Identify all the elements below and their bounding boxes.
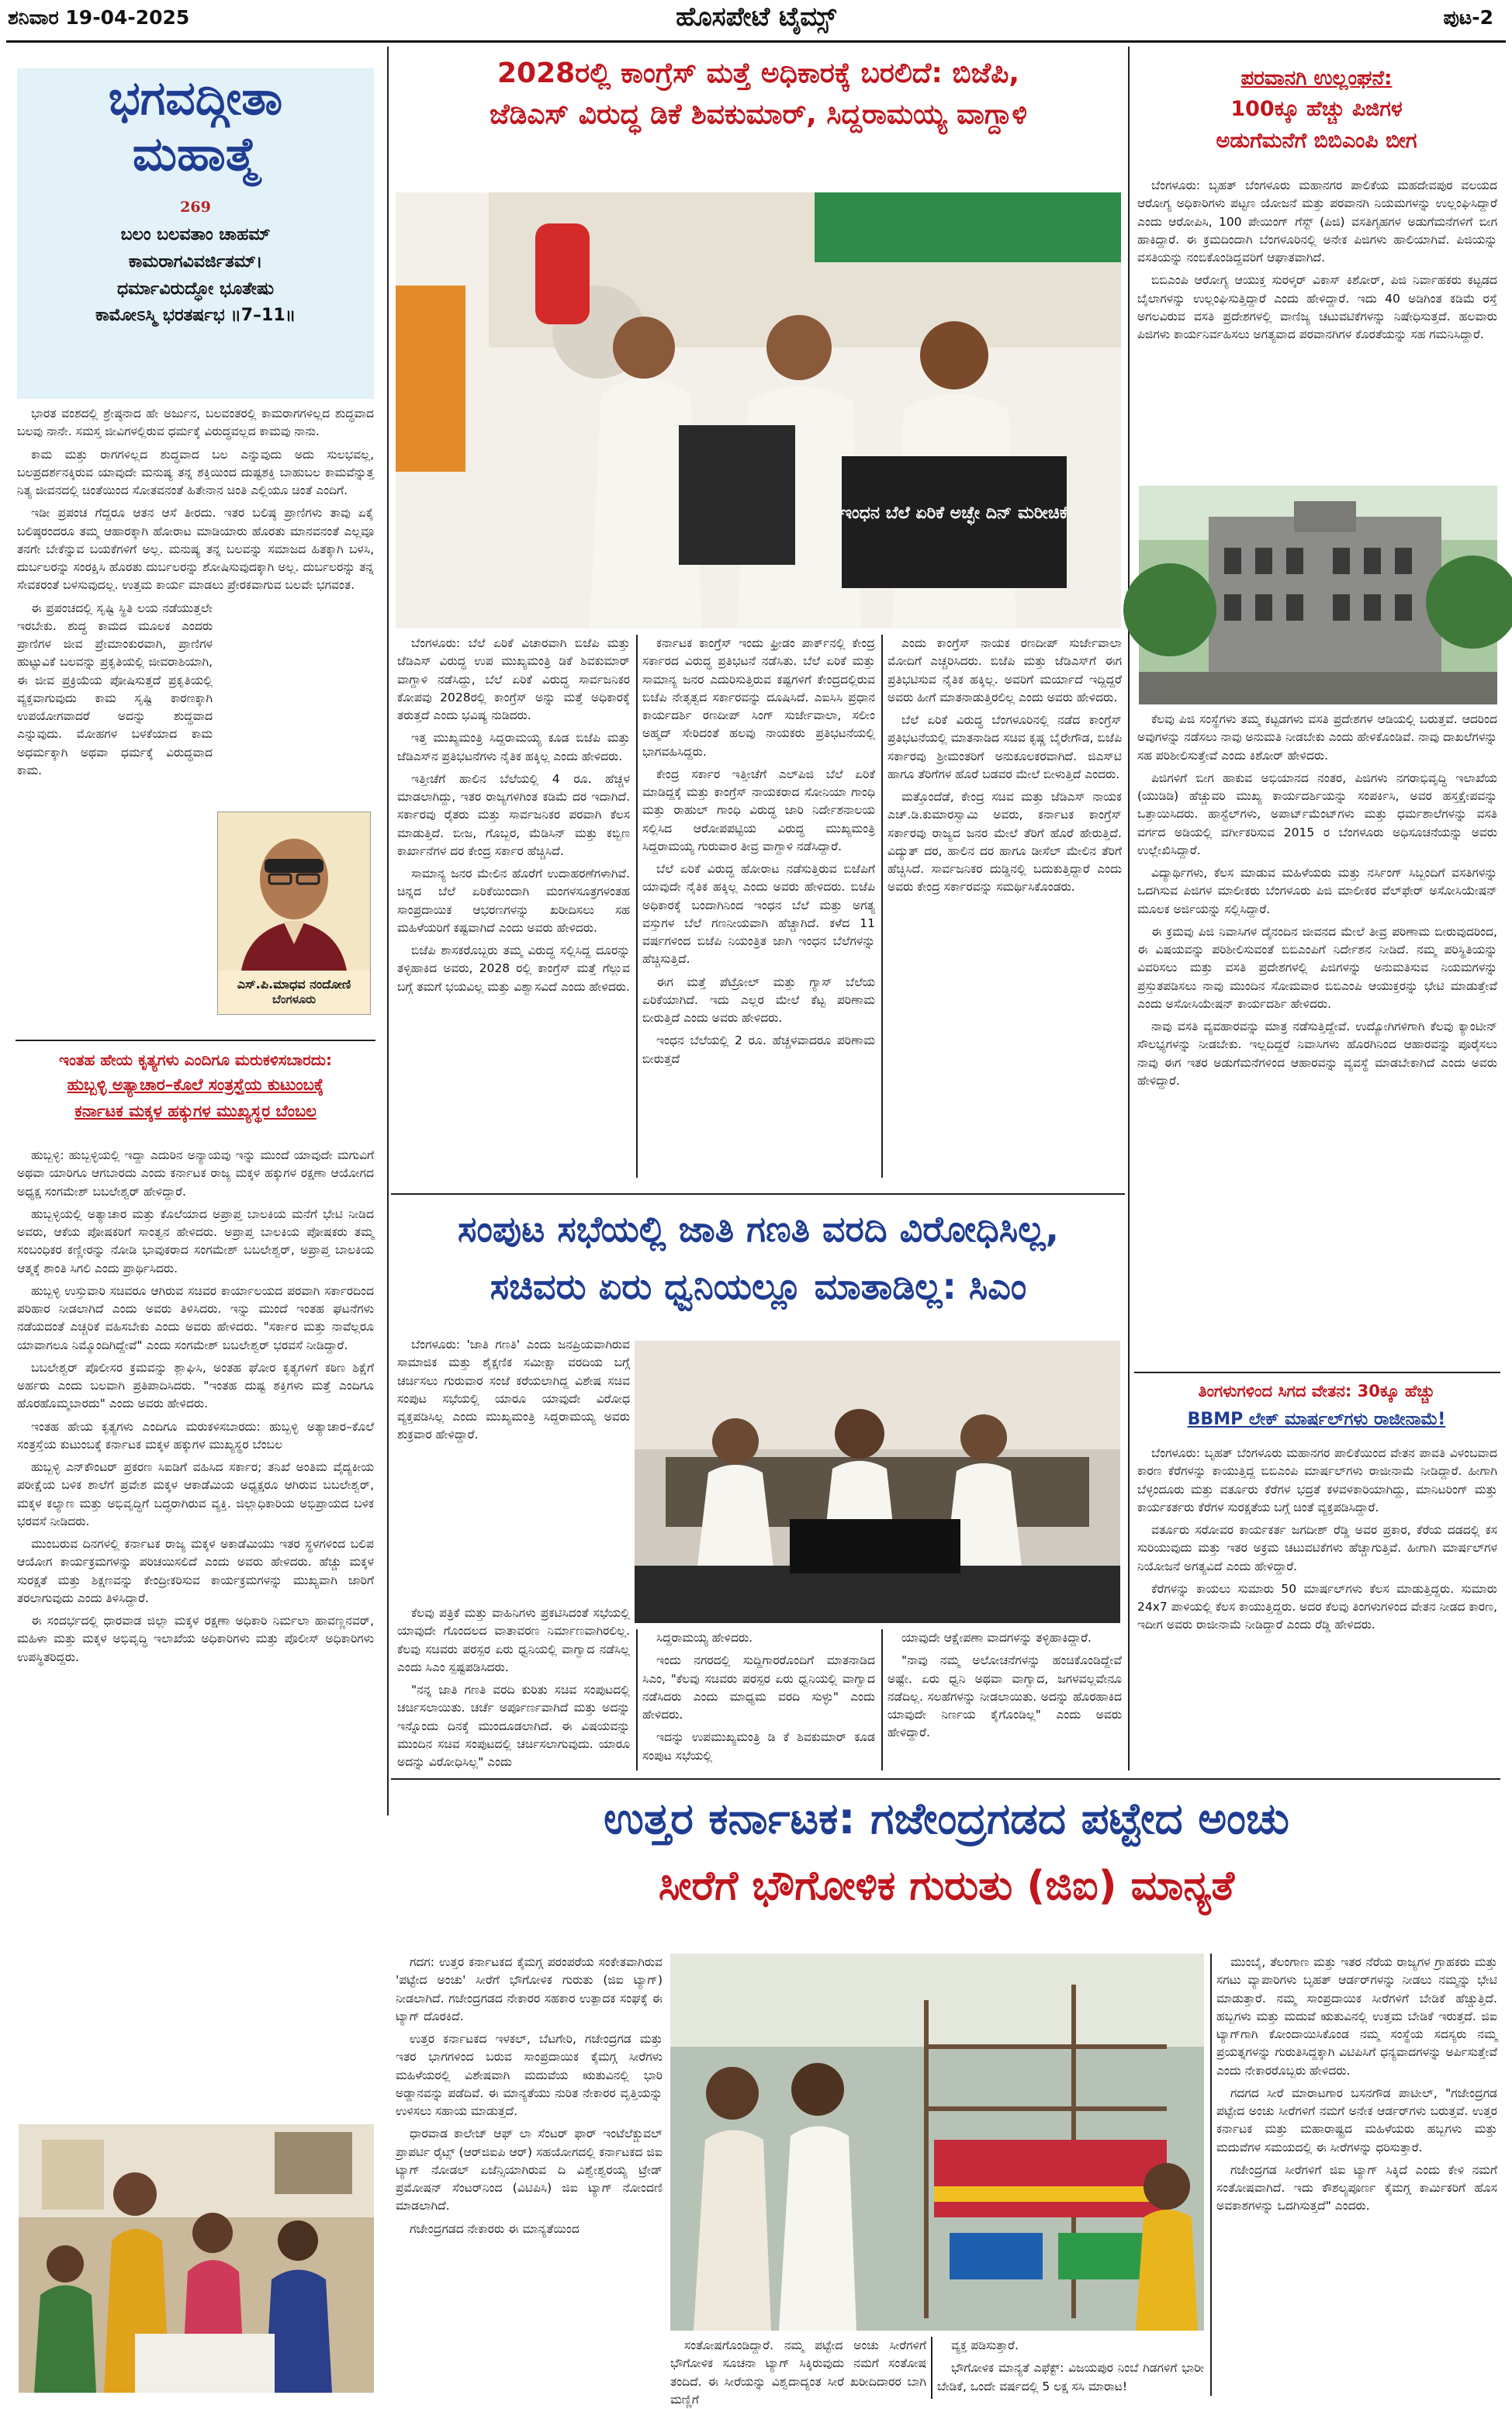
paragraph: ಹುಬ್ಬಳ್ಳಿ ಉಸ್ತುವಾರಿ ಸಚಿವರೂ ಆಗಿರುವ ಸಚಿವರ ಕಾರ್ಯಾಲಯದ ಪರವಾಗಿ ಸರ್ಕಾರದಿಂದ ಪರಿಹಾರ ನೀಡಲಾಗಿದೆ ಎಂದು ಅವರು ತಿಳಿಸಿದರು. ಇನ್ನು ಮುಂದೆ ಇಂತಹ ಘಟನೆಗಳು ನಡೆಯದಂತೆ ಎಚ್ಚರಿಕೆ ವಹಿಸಬೇಕು ಎಂದು ಅವರು ಹೇಳಿದರು. "ಸರ್ಕಾರ ಮತ್ತು ನಾವೆಲ್ಲರೂ ಯಾವಾಗಲೂ ನಿಮ್ಮೊಂದಿಗಿದ್ದೇವೆ" ಎಂದು ಸಂಗಮೇಶ್ ಬಬಲೇಶ್ವರ್ ಭರವಸೆ ನೀಡಿದ್ದಾರೆ.	[17, 1283, 374, 1352]
gita-box	[17, 68, 374, 399]
paragraph: ಕೆಲವು ಪಿಜಿ ಸಂಸ್ಥೆಗಳು ತಮ್ಮ ಕಟ್ಟಡಗಳು ವಸತಿ ಪ್ರದೇಶಗಳ ಆಡಿಯಲ್ಲಿ ಬರುತ್ತವೆ. ಆದರಿಂದ ಅವುಗಳನ್ನು ನಡೆಸಲು ನಾವು ಅನುಮತಿ ನೀಡಬೇಕು ಎಂದು ಹೇಳಿಕೊಂಡಿವೆ. ನಾವು ದಾಖಲೆಗಳನ್ನು ಸಹ ಪರಿಶೀಲಿಸುತ್ತೇವೆ ಎಂದು ಕಿಶೋರ್ ಹೇಳಿದರು.	[1137, 712, 1497, 763]
paragraph: ಕೆಲವು ಪತ್ರಿಕೆ ಮತ್ತು ವಾಹಿನಿಗಳು ಪ್ರಕಟಿಸಿದಂತೆ ಸಭೆಯಲ್ಲಿ ಯಾವುದೇ ಗೊಂದಲದ ವಾತಾವರಣ ನಿರ್ಮಾಣವಾಗಿರಲಿಲ್ಲ. ಕೆಲವು ಸಚಿವರು ಪರಸ್ಪರ ಏರು ಧ್ವನಿಯಲ್ಲಿ ವಾಗ್ವಾದ ನಡೆಸಿಲ್ಲ ಎಂದು ಸಿಎಂ ಸ್ಪಷ್ಟಪಡಿಸಿದರು.	[397, 1606, 630, 1674]
page-number: ಪುಟ-2	[1443, 6, 1493, 29]
child-story-headline	[16, 1047, 375, 1156]
paragraph: ಗದಗ: ಉತ್ತರ ಕರ್ನಾಟಕದ ಕೈಮಗ್ಗ ಪರಂಪರೆಯ ಸಂಕೇತವಾಗಿರುವ 'ಪಟ್ಟೇದ ಅಂಚು' ಸೀರೆಗೆ ಭೌಗೋಳಿಕ ಗುರುತು (ಜಿಐ ಟ್ಯಾಗ್) ನೀಡಲಾಗಿದೆ. ಗಜೇಂದ್ರಗಡದ ನೇಕಾರರ ಸಹಕಾರ ಉತ್ಪಾದಕ ಸಂಘಕ್ಕೆ ಈ ಟ್ಯಾಗ್ ದೊರಕಿದೆ.	[396, 1955, 663, 2023]
rule	[391, 1193, 1125, 1195]
paragraph: ಕೆರೆಗಳನ್ನು ಕಾಯಲು ಸುಮಾರು 50 ಮಾರ್ಷಲ್‌ಗಳು ಕೆಲಸ ಮಾಡುತ್ತಿದ್ದರು. ಸುಮಾರು 24x7 ಪಾಳಿಯಲ್ಲಿ ಕೆಲಸ ಕಾಯುತ್ತಿದ್ದರು. ಅದರ ಕೆಲವು ತಿಂಗಳುಗಳಿಂದ ವೇತನ ನೀಡದ ಕಾರಣ, ಇದೀಗ ಅವರು ರಾಜೀನಾಮೆ ನೀಡಿದ್ದಾರೆ ಎಂದು ರೆಡ್ಡಿ ಹೇಳಿದರು.	[1137, 1581, 1497, 1632]
headline-line: ಸೀರೆಗೆ ಭೌಗೋಳಿಕ ಗುರುತು (ಜಿಐ) ಮಾನ್ಯತೆ	[658, 1862, 1235, 1909]
gita-title-line1: ಭಗವದ್ಗೀತಾ	[108, 71, 283, 126]
headline-line: ಪರವಾನಗಿ ಉಲ್ಲಂಘನೆ:	[1240, 67, 1393, 90]
portrait-spacer	[220, 604, 374, 811]
paragraph: ಧಾರವಾಡ ಕಾಲೇಜ್ ಆಫ್ ಲಾ ಸೆಂಟರ್ ಫಾರ್ ಇಂಟೆಲೆಕ್ಚುವಲ್ ಪ್ರಾಪರ್ಟಿ ರೈಟ್ಸ್ (ಆರ್‌ಜಿಐಪಿ ಆರ್) ಸಹಯೋಗದಲ್ಲಿ ಕರ್ನಾಟಕದ ಜಿಐ ಟ್ಯಾಗ್ ನೋಡಲ್ ಏಜೆನ್ಸಿಯಾಗಿರುವ ದಿ ವಿಶ್ವೇಶ್ವರಯ್ಯ ಟ್ರೇಡ್ ಪ್ರಮೋಷನ್ ಸೆಂಟರ್‌ನಿಂದ (ವಿಟಿಪಿಸಿ) ಜಿಐ ಟ್ಯಾಗ್ ನೋಂದಣಿ ಮಾಡಲಾಗಿದೆ.	[396, 2127, 663, 2213]
paragraph: ಬೆಂಗಳೂರು: ಬೆಲೆ ಏರಿಕೆ ವಿಚಾರವಾಗಿ ಬಿಜೆಪಿ ಮತ್ತು ಜೆಡಿಎಸ್ ವಿರುದ್ಧ ಉಪ ಮುಖ್ಯಮಂತ್ರಿ ಡಿಕೆ ಶಿವಕುಮಾರ್ ವಾಗ್ದಾಳಿ ನಡೆಸಿದ್ದು, ಬೆಲೆ ಏರಿಕೆ ವಿರುದ್ಧ ಸಾರ್ವಜನಿಕರ ಕೋಪವು 2028ರಲ್ಲಿ ಕಾಂಗ್ರೆಸ್ ಅನ್ನು ಮತ್ತೆ ಅಧಿಕಾರಕ್ಕೆ ತರುತ್ತದೆ ಎಂದು ಭವಿಷ್ಯ ನುಡಿದರು.	[397, 636, 630, 722]
paragraph: ಇತ್ತ ಮುಖ್ಯಮಂತ್ರಿ ಸಿದ್ದರಾಮಯ್ಯ ಕೂಡ ಬಿಜೆಪಿ ಮತ್ತು ಜೆಡಿಎಸ್‌ನ ಪ್ರತಿಭಟನೆಗಳು ನೈತಿಕ ಹಕ್ಕಿಲ್ಲ ಎಂದು ಹೇಳಿದರು.	[397, 731, 630, 763]
congress-col1	[397, 635, 630, 1178]
paragraph: ಹುಬ್ಬಳ್ಳಿಯಲ್ಲಿ ಅತ್ಯಾಚಾರ ಮತ್ತು ಕೊಲೆಯಾದ ಅಪ್ರಾಪ್ತ ಬಾಲಕಿಯ ಮನೆಗೆ ಭೇಟಿ ನೀಡಿದ ಅವರು, ಆಕೆಯ ಪೋಷಕರಿಗೆ ಸಾಂತ್ವನ ಹೇಳಿದರು. ಅಪ್ರಾಪ್ತ ಬಾಲಕಿಯ ಪೋಷಕರು ತಮ್ಮ ಸಂಬಂಧಿಕರ ಕಣ್ಣೀರನ್ನು ನೋಡಿ ಭಾವುಕರಾದ ಸಂಗಮೇಶ್ ಬಬಲೇಶ್ವರ್, ಅಪ್ರಾಪ್ತ ಬಾಲಕಿಯ ಆತ್ಮಕ್ಕೆ ಶಾಂತಿ ಸಿಗಲಿ ಎಂದು ಪ್ರಾರ್ಥಿಸಿದರು.	[17, 1206, 374, 1275]
child-story-photo	[19, 2124, 374, 2393]
paragraph: ಈ ಪ್ರಪಂಚದಲ್ಲಿ ಸೃಷ್ಟಿ ಸ್ಥಿತಿ ಲಯ ನಡೆಯುತ್ತಲೇ ಇರಬೇಕು. ಶುದ್ಧ ಕಾಮದ ಮೂಲಕ ಎಂದರು ಪ್ರಾಣಿಗಳ ಜೀವ ಪ್ರೇಮಾಂಕುರವಾಗಿ, ಪ್ರಾಣಿಗಳ ಹುಟ್ಟುವಿಕೆ ಬಲವನ್ನು ಪ್ರಕೃತಿಯಲ್ಲಿ ಜೀವರಾಶಿಯಾಗಿ, ಈ ಜೀವ ಪ್ರಕ್ರಿಯೆಯ ಪೋಷಿಸುತ್ತದೆ ಪ್ರಕೃತಿಯಲ್ಲಿ ವ್ಯಕ್ತವಾಗುವುದು ಕಾಮ ಸೃಷ್ಟಿ ಕಾರಣಕ್ಕಾಗಿ ಉಪಯೋಗವಾದರೆ ಅದನ್ನು ಶುದ್ಧವಾದ ಎನ್ನುವುದು. ಮೋಹಗಳ ಬಳಕೆಯಾದ ಕಾಮ ಅಧರ್ಮಕ್ಕಾಗಿ ಅಥವಾ ಧರ್ಮಕ್ಕೆ ವಿರುದ್ಧವಾದ ಕಾಮ.	[17, 601, 213, 777]
building-photo	[1139, 486, 1497, 704]
paragraph: ಈ ಸಂದರ್ಭದಲ್ಲಿ ಧಾರವಾಡ ಜಿಲ್ಲಾ ಮಕ್ಕಳ ರಕ್ಷಣಾ ಅಧಿಕಾರಿ ನಿರ್ಮಲಾ ಹಾವಣ್ಣನವರ್, ಮಹಿಳಾ ಮತ್ತು ಮಕ್ಕಳ ಅಭಿವೃದ್ಧಿ ಇಲಾಖೆಯ ಅಧಿಕಾರಿಗಳು ಮತ್ತು ಪೊಲೀಸ್ ಅಧಿಕಾರಿಗಳು ಉಪಸ್ಥಿತರಿದ್ದರು.	[17, 1614, 374, 1664]
paragraph: ಈ ಕ್ರಮವು ಪಿಜಿ ನಿವಾಸಿಗಳ ದೈನಂದಿನ ಜೀವನದ ಮೇಲೆ ತೀವ್ರ ಪರಿಣಾಮ ಬೀರುವುದರಿಂದ, ಈ ವಿಷಯವನ್ನು ಪರಿಶೀಲಿಸುವಂತೆ ಬಿಬಿಎಂಪಿಗೆ ನಿರ್ದೇಶನ ನೀಡಿದೆ. ನಮ್ಮ ಪರಿಸ್ಥಿತಿಯನ್ನು ವಿವರಿಸಲು ಮತ್ತು ವಸತಿ ಪ್ರದೇಶಗಳಲ್ಲಿ ಪಿಜಿಗಳನ್ನು ಅನುಮತಿಸುವ ನಿಯಮಗಳನ್ನು ಪ್ರಸ್ತುತಪಡಿಸಲು ನಾವು ಮುಂದಿನ ಸೋಮವಾರ ಬಿಬಿಎಂಪಿ ಆಯುಕ್ತರನ್ನು ಭೇಟಿ ಮಾಡುತ್ತೇವೆ ಎಂದು ಅಸೋಸಿಯೇಷನ್ ಕಾರ್ಯದರ್ಶಿ ಹೇಳಿದರು.	[1137, 924, 1497, 1011]
gita-title-line2: ಮಹಾತ್ಮೆ	[132, 127, 259, 182]
column-divider	[881, 635, 883, 1178]
headline-line: ಸಚಿವರು ಏರು ಧ್ವನಿಯಲ್ಲೂ ಮಾತಾಡಿಲ್ಲ: ಸಿಎಂ	[490, 1265, 1027, 1307]
paragraph: ಮುಂಬೈ, ತೆಲಂಗಾಣ ಮತ್ತು ಇತರ ನೆರೆಯ ರಾಜ್ಯಗಳ ಗ್ರಾಹಕರು ಮತ್ತು ಸಗಟು ವ್ಯಾಪಾರಿಗಳು ಬೃಹತ್ ಆರ್ಡರ್‌ಗಳನ್ನು ನೀಡಲು ನಮ್ಮನ್ನು ಭೇಟಿ ಮಾಡುತ್ತಾರೆ. ನಮ್ಮ ಸಾಂಪ್ರದಾಯಿಕ ಸೀರೆಗಳಿಗೆ ಬೇಡಿಕೆ ಹೆಚ್ಚುತ್ತಿದೆ. ಹಬ್ಬಗಳು ಮತ್ತು ಮದುವೆ ಋತುವಿನಲ್ಲಿ ಉತ್ತಮ ಬೇಡಿಕೆ ಇರುತ್ತದೆ. ಜಿಐ ಟ್ಯಾಗ್‌ಗಾಗಿ ಕೋಂದಾಯಿಸಿಕೊಂಡ ನಮ್ಮ ಸಂಸ್ಥೆಯ ಸದಸ್ಯರು ನಮ್ಮ ಪ್ರಯತ್ನಗಳನ್ನು ಗುರುತಿಸಿದ್ದಕ್ಕಾಗಿ ವಿಟಿಪಿಸಿಗೆ ಧನ್ಯವಾದಗಳನ್ನು ಅರ್ಪಿಸುತ್ತೇವೆ ಎಂದು ನೇಕಾರರೊಬ್ಬರು ಹೇಳಿದರು.	[1216, 1955, 1497, 2078]
saree-col3	[937, 2337, 1204, 2399]
paragraph: ಹುಬ್ಬಳ್ಳಿ ಎನ್‌ಕೌಂಟರ್ ಪ್ರಕರಣ ಸಿಐಡಿಗೆ ವಹಿಸಿದ ಸರ್ಕಾರ; ತನಿಖೆ ಅಂತಿಮ ವೈದ್ಯಕೀಯ ಪರೀಕ್ಷೆಯ ಬಳಿಕ ಶಾಲೆಗೆ ಪ್ರವೇಶ ಮಕ್ಕಳ ಆಕಾಡೆಮಿಯ ಅಧ್ಯಕ್ಷರೂ ಆಗಿರುವ ಬಬಲೇಶ್ವರ್, ಮಕ್ಕಳ ಕಲ್ಯಾಣ ಮತ್ತು ಅಭಿವೃದ್ಧಿಗೆ ಬದ್ಧರಾಗಿರುವ ವ್ಯಕ್ತಿ. ಜಿಲ್ಲಾಧಿಕಾರಿಯ ಅಭಿಪ್ರಾಯದ ಬಳಿಕ ಭರವಸೆ ನೀಡಿದರು.	[17, 1460, 374, 1528]
cabinet-col3	[887, 1629, 1122, 1770]
paragraph: ಗದಗದ ಸೀರೆ ಮಾರಾಟಗಾರ ಬಸನಗೌಡ ಪಾಟೀಲ್, "ಗಜೇಂದ್ರಗಡ ಪಟ್ಟೇದ ಅಂಚು ಸೀರೆಗಳಿಗೆ ನಮಗೆ ಅನೇಕ ಆರ್ಡರ್‌ಗಳು ಬರುತ್ತವೆ. ಉತ್ತರ ಕರ್ನಾಟಕ ಮತ್ತು ಮಹಾರಾಷ್ಟ್ರದ ಮಹಿಳೆಯರು ಹಬ್ಬಗಳು ಮತ್ತು ಮದುವೆಗಳ ಸಮಯದಲ್ಲಿ ಈ ಸೀರೆಗಳನ್ನು ಧರಿಸುತ್ತಾರೆ.	[1216, 2085, 1497, 2155]
author-portrait	[217, 812, 371, 1015]
cabinet-photo	[635, 1341, 1120, 1623]
saree-col2	[670, 2337, 926, 2407]
paragraph: ಗಜೇಂದ್ರಗಡ ಸೀರೆಗಳಿಗೆ ಜಿಐ ಟ್ಯಾಗ್ ಸಿಕ್ಕಿದೆ ಎಂದು ಕೇಳಿ ನಮಗೆ ಸಂತೋಷವಾಗಿದೆ. ಇದು ಕೌಶಲ್ಯಪೂರ್ಣ ಕೈಮಗ್ಗ ಕಾರ್ಮಿಕರಿಗೆ ಹೊಸ ಅವಕಾಶಗಳನ್ನು ಒದಗಿಸುತ್ತದೆ" ಎಂದರು.	[1216, 2162, 1497, 2213]
paragraph: ಗಜೇಂದ್ರಗಡದ ನೇಕಾರರು ಈ ಮಾನ್ಯತೆಯಿಂದ	[410, 2221, 580, 2236]
gita-verse	[17, 222, 374, 330]
headline-line: ತಿಂಗಳುಗಳಿಂದ ಸಿಗದ ವೇತನ: 30ಕ್ಕೂ ಹೆಚ್ಚು	[1198, 1382, 1435, 1400]
column-divider	[1210, 1954, 1212, 2396]
paragraph: ಬಿಬಿಎಂಪಿ ಆರೋಗ್ಯ ಆಯುಕ್ತ ಸುರಳ್ಕರ್ ವಿಕಾಸ್ ಕಿಶೋರ್, ಪಿಜಿ ನಿರ್ವಾಹಕರು ಕಟ್ಟಡದ ಬೈಲಾಗಳನ್ನು ಉಲ್ಲಂಘಿಸುತ್ತಿದ್ದಾರೆ ಎಂದು ಹೇಳಿದ್ದಾರೆ. ಇದು 40 ಅಡಿಗಿಂತ ಕಡಿಮೆ ರಸ್ತೆ ಅಗಲವಿರುವ ವಸತಿ ಪ್ರದೇಶಗಳಲ್ಲಿ ವಾಣಿಜ್ಯ ಚಟುವಟಿಕೆಗಳನ್ನು ನಿಷೇಧಿಸುತ್ತದೆ. ಹಲವಾರು ಪಿಜಿಗಳು ಕಾರ್ಯನಿರ್ವಹಿಸಲು ಅಗತ್ಯವಾದ ಪರವಾನಗಿಗಳ ಕೊರತೆಯನ್ನು ಸಹ ಗಮನಿಸಿದ್ದಾರೆ.	[1137, 273, 1497, 341]
permit-top	[1137, 177, 1497, 478]
gita-commentary	[17, 405, 374, 824]
author-place: ಬೆಂಗಳೂರು	[272, 992, 317, 1006]
paragraph: ಬೆಲೆ ಏರಿಕೆ ವಿರುದ್ಧ ಹೋರಾಟ ನಡೆಸುತ್ತಿರುವ ಬಿಜೆಪಿಗೆ ಯಾವುದೇ ನೈತಿಕ ಹಕ್ಕಿಲ್ಲ ಎಂದು ಅವರು ಹೇಳಿದರು. ಬಿಜೆಪಿ ಅಧಿಕಾರಕ್ಕೆ ಬಂದಾಗಿನಿಂದ ಇಂಧನ ಬೆಲೆ ಮತ್ತು ಅಗತ್ಯ ವಸ್ತುಗಳ ಬೆಲೆ ಗಣನೀಯವಾಗಿ ಹೆಚ್ಚಾಗಿದೆ. ಕಳೆದ 11 ವರ್ಷಗಳಿಂದ ಬಿಜೆಪಿ ನಿಯಂತ್ರಿತ ಜಾಗಿ ಇಂಧನ ಬೆಲೆಗಳನ್ನು ಹೆಚ್ಚಿಸುತ್ತಿದೆ.	[642, 862, 875, 967]
headline-line: ಸಂಪುಟ ಸಭೆಯಲ್ಲಿ ಜಾತಿ ಗಣತಿ ವರದಿ ವಿರೋಧಿಸಿಲ್ಲ,	[458, 1208, 1059, 1250]
cabinet-col1-cont	[397, 1604, 630, 1770]
headline-line: BBMP ಲೇಕ್ ಮಾರ್ಷಲ್‌ಗಳು ರಾಜೀನಾಮೆ!	[1187, 1409, 1446, 1429]
rule	[1134, 1372, 1500, 1373]
issue-date: ಶನಿವಾರ 19-04-2025	[8, 6, 190, 29]
paragraph: ಬೆಂಗಳೂರು: 'ಜಾತಿ ಗಣತಿ' ಎಂದು ಜನಪ್ರಿಯವಾಗಿರುವ ಸಾಮಾಜಿಕ ಮತ್ತು ಶೈಕ್ಷಣಿಕ ಸಮೀಕ್ಷಾ ವರದಿಯ ಬಗ್ಗೆ ಚರ್ಚಿಸಲು ಗುರುವಾರ ಸಂಜೆ ಕರೆಯಲಾಗಿದ್ದ ವಿಶೇಷ ಸಚಿವ ಸಂಪುಟ ಸಭೆಯಲ್ಲಿ ಯಾರೂ ಯಾವುದೇ ವಿರೋಧ ವ್ಯಕ್ತಪಡಿಸಿಲ್ಲ ಎಂದು ಮುಖ್ಯಮಂತ್ರಿ ಸಿದ್ದರಾಮಯ್ಯ ಅವರು ಶುಕ್ರವಾರ ಹೇಳಿದ್ದಾರೆ.	[397, 1338, 630, 1442]
saree-col1	[396, 1954, 663, 2396]
saree-col4	[1216, 1954, 1497, 2396]
paragraph: ಉತ್ತರ ಕರ್ನಾಟಕದ ಇಳಕಲ್, ಬೆಟಗೇರಿ, ಗಜೇಂದ್ರಗಡ ಮತ್ತು ಇತರ ಭಾಗಗಳಿಂದ ಬರುವ ಸಾಂಪ್ರದಾಯಿಕ ಕೈಮಗ್ಗ ಸೀರೆಗಳು ಮಹಿಳೆಯರಲ್ಲಿ ವಿಶೇಷವಾಗಿ ಮದುವೆಯ ಋತುವಿನಲ್ಲಿ ಭಾರಿ ಅಡ್ಡಾನವನ್ನು ಪಡೆದಿವೆ. ಈ ಮಾನ್ಯತೆಯು ನುರಿತ ನೇಕಾರರ ವೃತ್ತಿಯನ್ನು ಉಳಿಸಲು ಸಹಾಯ ಮಾಡುತ್ತದೆ.	[396, 2032, 663, 2118]
permit-headline	[1134, 64, 1499, 166]
rule	[391, 1778, 1500, 1780]
gita-verse-line: ಕಾಮರಾಗವಿವರ್ಜಿತಮ್।	[128, 251, 263, 272]
rule	[16, 1040, 375, 1041]
congress-headline	[392, 53, 1125, 186]
gita-verse-line: ಕಾಮೋಽಸ್ಮಿ ಭರತರ್ಷಭ ॥7–11॥	[95, 306, 296, 326]
child-story-body	[17, 1147, 374, 2118]
paragraph: ಪಿಜಿಗಳಿಗೆ ಬೀಗ ಹಾಕುವ ಅಭಿಯಾನದ ನಂತರ, ಪಿಜಿಗಳು ನಗರಾಭಿವೃದ್ಧಿ ಇಲಾಖೆಯ (ಯುಡಿಡಿ) ಹೆಚ್ಚುವರಿ ಮುಖ್ಯ ಕಾರ್ಯದರ್ಶಿಯನ್ನು ಸಂಪರ್ಕಿಸಿ, ಅವರ ಹಸ್ತಕ್ಷೇಪವನ್ನು ಒತ್ತಾಯಿಸಿದರು. ಹಾಸ್ಟೆಲ್‌ಗಳು, ಅಪಾರ್ಟ್‌ಮೆಂಟ್‌ಗಳು ಮತ್ತು ಧರ್ಮಶಾಲೆಗಳನ್ನು ವಸತಿ ವರ್ಗದ ಅಡಿಯಲ್ಲಿ ವರ್ಗೀಕರಿಸುವ 2015 ರ ಬೆಂಗಳೂರು ಅಧಿಸೂಚನೆಯನ್ನು ಅವರು ಉಲ್ಲೇಖಿಸಿದ್ದಾರೆ.	[1137, 770, 1497, 857]
paragraph: ಕರ್ನಾಟಕ ಕಾಂಗ್ರೆಸ್ ಇಂದು ಫ್ರೀಡಂ ಪಾರ್ಕ್‌ನಲ್ಲಿ ಕೇಂದ್ರ ಸರ್ಕಾರದ ವಿರುದ್ಧ ಪ್ರತಿಭಟನೆ ನಡೆಸಿತು. ಬೆಲೆ ಏರಿಕೆ ಮತ್ತು ಸಾಮಾನ್ಯ ಜನರ ಎದುರಿಸುತ್ತಿರುವ ಕಷ್ಟಗಳಿಗೆ ಕೇಂದ್ರದಲ್ಲಿರುವ ಬಿಜೆಪಿ ನೇತೃತ್ವದ ಸರ್ಕಾರವನ್ನು ದೂಷಿಸಿದೆ. ಎಐಸಿಸಿ ಪ್ರಧಾನ ಕಾರ್ಯದರ್ಶಿ ರಣದೀಪ್ ಸಿಂಗ್ ಸುರ್ಜೇವಾಲಾ, ಸಲೀಂ ಅಹ್ಮದ್ ಸೇರಿದಂತೆ ಹಲವು ನಾಯಕರು ಪ್ರತಿಭಟನೆಯಲ್ಲಿ ಭಾಗವಹಿಸಿದ್ದರು.	[642, 636, 875, 759]
paragraph: ಕೇಂದ್ರ ಸರ್ಕಾರ ಇತ್ತೀಚೆಗೆ ಎಲ್‌ಪಿಜಿ ಬೆಲೆ ಏರಿಕೆ ಮಾಡಿದ್ದಕ್ಕೆ ಮತ್ತು ಕಾಂಗ್ರೆಸ್ ನಾಯಕರಾದ ಸೋನಿಯಾ ಗಾಂಧಿ ಮತ್ತು ರಾಹುಲ್ ಗಾಂಧಿ ವಿರುದ್ಧ ಜಾರಿ ನಿರ್ದೇಶನಾಲಯ ಸಲ್ಲಿಸಿದ ಆರೋಪಪಟ್ಟಿಯ ವಿರುದ್ಧ ಮುಖ್ಯಮಂತ್ರಿ ಸಿದ್ದರಾಮಯ್ಯ ಗುರುವಾರ ತೀವ್ರ ವಾಗ್ದಾಳಿ ನಡೆಸಿದ್ದಾರೆ.	[642, 767, 875, 853]
paragraph: ಸಂತೋಷಗೊಂಡಿದ್ದಾರೆ. ನಮ್ಮ ಪಟ್ಟೇದ ಅಂಚು ಸೀರೆಗಳಿಗೆ ಭೌಗೋಳಿಕ ಸೂಚನಾ ಟ್ಯಾಗ್ ಸಿಕ್ಕಿರುವುದು ನಮಗೆ ಸಂತೋಷ ತಂದಿದೆ. ಈ ಸೀರೆಯನ್ನು ವಿಶ್ವದಾದ್ಯಂತ ಸೀರೆ ಖರೀದಿದಾರರ ಬಾಗಿ ಮಣ್ಣಿಗೆ	[670, 2338, 926, 2407]
paragraph: ಇಂತಹ ಹೇಯ ಕೃತ್ಯಗಳು ಎಂದಿಗೂ ಮರುಕಳಿಸಬಾರದು: ಹುಬ್ಬಳ್ಳಿ ಅತ್ಯಾಚಾರ–ಕೊಲೆ ಸಂತ್ರಸ್ತೆಯ ಕುಟುಂಬಕ್ಕೆ ಕರ್ನಾಟಕ ಮಕ್ಕಳ ಹಕ್ಕುಗಳ ಮುಖ್ಯಸ್ಥರ ಬೆಂಬಲ	[17, 1419, 374, 1452]
headline-line: 2028ರಲ್ಲಿ ಕಾಂಗ್ರೆಸ್ ಮತ್ತೆ ಅಧಿಕಾರಕ್ಕೆ ಬರಲಿದೆ: ಬಿಜೆಪಿ,	[497, 57, 1019, 89]
header-rule	[6, 40, 1506, 43]
family-visit-photo	[19, 2124, 374, 2393]
paragraph: ಇಡೀ ಪ್ರಪಂಚ ಗೆದ್ದರೂ ಆತನ ಆಸೆ ತೀರದು. ಇತರ ಬಲಿಷ್ಠ ಪ್ರಾಣಿಗಳು ತಾವು ಏಕೈ ಬಲಿಷ್ಠರಂದರೂ ತಮ್ಮ ಆಹಾರಕ್ಕಾಗಿ ಹೋರಾಟ ಮಾಡಿಯಾರು ಹೊರತು ಮಾನವನಂತೆ ಎಲ್ಲವೂ ತನಗೇ ಬೇಕೆನ್ನುವ ಬಯಕೆಗಳಿಗೆ ಅಲ್ಲ. ಮನುಷ್ಯ ತನ್ನ ಬಲವನ್ನು ಸಮಾಜದ ಹಿತಕ್ಕಾಗಿ ಬಳಸಿ, ದುರ್ಬಲರನ್ನು ಸಂರಕ್ಷಿಸಿ ಹೊರತು ದುರ್ಬಲರನ್ನು ಶೋಷಿಸುವುದಕ್ಕಾಗಿ ಅಲ್ಲ. ದುರ್ಬಲರನ್ನು ತನ್ನ ಸೇವಕರಂತೆ ಬಳಸುವುದಲ್ಲ. ಉತ್ತಮ ಕಾರ್ಯ ಮಾಡಲು ಪ್ರೇರಕವಾಗುವ ಬಲವೇ ಭಗವಂತ.	[17, 506, 374, 593]
paragraph: ಇಂದು ನಗರದಲ್ಲಿ ಸುದ್ದಿಗಾರರೊಂದಿಗೆ ಮಾತನಾಡಿದ ಸಿಎಂ, "ಕೆಲವು ಸಚಿವರು ಪರಸ್ಪರ ಏರು ಧ್ವನಿಯಲ್ಲಿ ವಾಗ್ವಾದ ನಡೆಸಿದರು ಎಂದು ಮಾಧ್ಯಮ ವರದಿ ಸುಳ್ಳು" ಎಂದು ಹೇಳಿದರು.	[642, 1653, 875, 1722]
cabinet-headline	[392, 1201, 1125, 1333]
paragraph: ಭಾರತ ವಂಶದಲ್ಲಿ ಶ್ರೇಷ್ಠನಾದ ಹೇ ಅರ್ಜುನ, ಬಲವಂತರಲ್ಲಿ ಕಾಮರಾಗಗಳಿಲ್ಲದ ಶುದ್ಧವಾದ ಬಲವು ನಾನೇ. ಸಮಸ್ತ ಜೀವಿಗಳಲ್ಲಿರುವ ಧರ್ಮಕ್ಕೆ ವಿರುದ್ಧವಲ್ಲದ ಕಾಮವು ನಾನು.	[17, 407, 374, 439]
paragraph: "ನಾವು ನಮ್ಮ ಅಲೋಚನೆಗಳನ್ನು ಹಂಚಿಕೊಂಡಿದ್ದೇವೆ ಅಷ್ಟೇ. ಏರು ಧ್ವನಿ ಅಥವಾ ವಾಗ್ವಾದ, ಜಗಳವಲ್ಲವೇನೂ ನಡೆದಿಲ್ಲ. ಸಲಹೆಗಳನ್ನು ನೀಡಲಾಯಿತು. ಅದನ್ನು ಹೊರಹಾಕಿದ ಯಾವುದೇ ನಿರ್ಣಯ ಕೈಗೊಂಡಿಲ್ಲ" ಎಂದು ಅವರು ಹೇಳಿದ್ದಾರೆ.	[887, 1653, 1122, 1740]
column-divider	[636, 635, 638, 1178]
paragraph: ಮುಂಬರುವ ದಿನಗಳಲ್ಲಿ ಕರ್ನಾಟಕ ರಾಜ್ಯ ಮಕ್ಕಳ ಅಕಾಡೆಮಿಯು ಇತರ ಸ್ಥಳಗಳಿಂದ ಬಲಿಪ ಆಯೋಗ ಕಾರ್ಯಕ್ರಮಗಳನ್ನು ಪರಿಚಯಿಸಲಿದೆ ಎಂದು ಅವರು ಹೇಳಿದರು. ಹೆಚ್ಚು ಮಕ್ಕಳ ಸುರಕ್ಷತೆ ಮತ್ತು ಶಿಕ್ಷಣವನ್ನು ಕೇಂದ್ರೀಕರಿಸುವ ಕಾರ್ಯಕ್ರಮಗಳನ್ನು ಮುಖ್ಯವಾಗಿ ಜಾರಿಗೆ ತರಲಾಗುವುದು ಎಂದು ತಿಳಿಸಿದ್ದಾರೆ.	[17, 1537, 374, 1605]
protest-photo	[396, 192, 1121, 628]
paragraph: ಬಬಲೇಶ್ವರ್ ಪೊಲೀಸರ ಕ್ರಮವನ್ನು ಶ್ಲಾಘಿಸಿ, ಅಂತಹ ಘೋರ ಕೃತ್ಯಗಳಿಗೆ ಕಠಿಣ ಶಿಕ್ಷೆಗೆ ಅರ್ಹರು ಎಂದು ಬಲವಾಗಿ ಪ್ರತಿಪಾದಿಸಿದರು. "ಇಂತಹ ದುಷ್ಟ ಶಕ್ತಿಗಳು ಮತ್ತೆ ಎಂದಿಗೂ ಹೊರಹೊಮ್ಮಬಾರದು" ಎಂದು ಅವರು ಹೇಳಿದರು.	[17, 1360, 374, 1411]
gita-verse-line: ಧರ್ಮಾವಿರುದ್ಧೋ ಭೂತೇಷು	[117, 279, 274, 299]
paragraph: ಇದನ್ನು ಉಪಮುಖ್ಯಮಂತ್ರಿ ಡಿ ಕೆ ಶಿವಕುಮಾರ್ ಕೂಡ ಸಂಪುಟ ಸಭೆಯಲ್ಲಿ	[642, 1730, 875, 1763]
saree-headline	[392, 1784, 1501, 1947]
paragraph: ಕಾಮ ಮತ್ತು ರಾಗಗಳಿಲ್ಲದ ಶುದ್ಧವಾದ ಬಲ ಎನ್ನುವುದು ಅದು ಸುಲಭವಲ್ಲ, ಬಲಪ್ರದರ್ಶನಕ್ಕಿರುವ ಯಾವುದೇ ಮನುಷ್ಯ ತನ್ನ ಶಕ್ತಿಯಿಂದ ದುಷ್ಟಶಕ್ತಿ ಬಾಹುಬಲ ಕಾಮವೆನ್ನುತ್ತ ನಿತ್ಯ ಜೀವನದಲ್ಲಿ ಚಿಂತೆಯಿಂದ ಸೋತವನಂತೆ ಹಿತೇನಾನ ಚಿಂತಿ ಎಲ್ಲಿಯೂ ಚಿಂತೆ ಎಂದಿಗೆ.	[17, 447, 374, 497]
author-photo	[218, 812, 370, 971]
paragraph: ಭೌಗೋಳಿಕ ಮಾನ್ಯತೆ ಎಫೆಕ್ಟ್: ವಿಜಯಪುರ ನಿಂಬೆ ಗಿಡಗಳಿಗೆ ಭಾರೀ ಬೇಡಿಕೆ, ಒಂದೇ ವರ್ಷದಲ್ಲಿ 5 ಲಕ್ಷ ಸಸಿ ಮಾರಾಟ!	[937, 2361, 1204, 2393]
paragraph: ಬಿಜೆಪಿ ಶಾಸಕರೊಬ್ಬರು ತಮ್ಮ ವಿರುದ್ಧ ಸಲ್ಲಿಸಿದ್ದ ದೂರನ್ನು ತಳ್ಳಿಹಾಕಿದ ಅವರು, 2028 ರಲ್ಲಿ ಕಾಂಗ್ರೆಸ್ ಮತ್ತೆ ಗೆಲ್ಲುವ ಬಗ್ಗೆ ತಮಗೆ ಭಯವಿಲ್ಲ ಮತ್ತು ವಿಶ್ವಾಸವಿದೆ ಎಂದು ಹೇಳಿದರು.	[397, 943, 630, 994]
paragraph: ಇಂಧನ ಬೆಲೆಯಲ್ಲಿ 2 ರೂ. ಹೆಚ್ಚಳವಾದರೂ ಪರಿಣಾಮ ಬೀರುತ್ತದೆ	[642, 1033, 875, 1066]
column-divider	[881, 1629, 883, 1770]
headline-line: ಕರ್ನಾಟಕ ಮಕ್ಕಳ ಹಕ್ಕುಗಳ ಮುಖ್ಯಸ್ಥರ ಬೆಂಬಲ	[74, 1101, 317, 1120]
congress-photo	[396, 192, 1121, 628]
gita-verse-line: ಬಲಂ ಬಲವತಾಂ ಚಾಹಮ್	[120, 225, 271, 244]
photo-banner-text: ಇಂಧನ ಬೆಲೆ ಏರಿಕೆ ಅಚ್ಛೇ ದಿನ್ ಮರೀಚಿಕೆ	[840, 504, 1068, 523]
paragraph: ನಾವು ವಸತಿ ವ್ಯವಹಾರವನ್ನು ಮಾತ್ರ ನಡೆಸುತ್ತಿದ್ದೇವೆ. ಉದ್ಯೋಗಿಗಳಿಗಾಗಿ ಕೆಲವು ಕ್ಯಾಂಟೀನ್ ಸೌಲಭ್ಯಗಳನ್ನು ನೀಡಬೇಕು. ಇಲ್ಲದಿದ್ದರೆ ನಿವಾಸಿಗಳು ಹೊರಗಿನಿಂದ ಆಹಾರವನ್ನು ಪೂರೈಸಲು ನಾವು ಈಗ ಇತರ ಅಡುಗೆಮನೆಗಳಿಂದ ಆಹಾರವನ್ನು ವ್ಯವಸ್ಥೆ ಮಾಡಬೇಕಾಗಿದೆ ಎಂದು ಅವರು ಹೇಳಿದ್ದಾರೆ.	[1137, 1019, 1497, 1088]
paragraph: ಮತ್ತೊಂದೆಡೆ, ಕೇಂದ್ರ ಸಚಿವ ಮತ್ತು ಜೆಡಿಎಸ್ ನಾಯಕ ಎಚ್.ಡಿ.ಕುಮಾರಸ್ವಾಮಿ ಅವರು, ಕರ್ನಾಟಕ ಕಾಂಗ್ರೆಸ್ ಸರ್ಕಾರವು ರಾಜ್ಯದ ಜನರ ಮೇಲೆ ತೆರಿಗೆ ಹೊರೆ ಹೇರುತ್ತಿದೆ. ವಿದ್ಯುತ್ ದರ, ಹಾಲಿನ ದರ ಹಾಗೂ ಡೀಸೆಲ್ ಮೇಲಿನ ತೆರಿಗೆ ಹೆಚ್ಚಿಸಿದೆ. ಸಾರ್ವಜನಿಕರ ದುಡ್ಡಿನಲ್ಲಿ ಬದುಕುತ್ತಿದ್ದಾರೆ ಎಂದು ಅವರು ಕೇಂದ್ರ ಸರ್ಕಾರವನ್ನು ಸಮರ್ಥಿಸಿಕೊಂಡರು.	[887, 790, 1122, 895]
gita-number: 269	[180, 199, 211, 216]
paragraph: ಈಗ ಮತ್ತೆ ಪೆಟ್ರೋಲ್ ಮತ್ತು ಗ್ಯಾಸ್ ಬೆಲೆಯ ಏರಿಕೆಯಾಗಿದೆ. ಇದು ಎಲ್ಲರ ಮೇಲೆ ಕೆಟ್ಟ ಪರಿಣಾಮ ಬೀರುತ್ತಿದೆ ಎಂದು ಅವರು ಹೇಳಿದರು.	[642, 974, 875, 1025]
press-meet-photo	[635, 1341, 1120, 1623]
column-divider	[931, 2337, 932, 2399]
paragraph: ವ್ಯಕ್ತ ಪಡಿಸುತ್ತಾರೆ.	[951, 2338, 1019, 2352]
marshal-headline	[1134, 1378, 1499, 1442]
author-name: ಎಸ್.ಪಿ.ಮಾಧವ ನಂದೋಣಿ	[237, 977, 351, 992]
headline-line: ಹುಬ್ಬಳ್ಳಿ ಅತ್ಯಾಚಾರ–ಕೊಲೆ ಸಂತ್ರಸ್ತೆಯ ಕುಟುಂಬಕ್ಕೆ	[67, 1075, 324, 1094]
bbmp-building-photo	[1139, 486, 1497, 704]
paragraph: ಹುಬ್ಬಳ್ಳಿ: ಹುಬ್ಬಳ್ಳಿಯಲ್ಲಿ ಇದ್ದಾ ಎದುರಿನ ಅನ್ಯಾಯವು ಇನ್ನು ಮುಂದೆ ಯಾವುದೇ ಮಗುವಿಗೆ ಅಥವಾ ಯಾರಿಗೂ ಆಗಬಾರದು ಎಂದು ಕರ್ನಾಟಕ ರಾಜ್ಯ ಮಕ್ಕಳ ಹಕ್ಕುಗಳ ರಕ್ಷಣಾ ಆಯೋಗದ ಅಧ್ಯಕ್ಷ ಸಂಗಮೇಶ್ ಬಬಲೇಶ್ವರ್ ಹೇಳಿದ್ದಾರೆ.	[17, 1148, 374, 1199]
column-divider	[636, 1629, 638, 1770]
masthead-title: ಹೊಸಪೇಟೆ ಟೈಮ್ಸ್	[676, 2, 836, 33]
paragraph: ಬೆಂಗಳೂರು: ಬೃಹತ್ ಬೆಂಗಳೂರು ಮಹಾನಗರ ಪಾಲಿಕೆಯ ಮಹದೇವಪುರ ವಲಯದ ಆರೋಗ್ಯ ಅಧಿಕಾರಿಗಳು ಪಟ್ಟಣ ಯೋಜನೆ ಮತ್ತು ಪರವಾನಗಿ ನಿಯಮಗಳನ್ನು ಉಲ್ಲಂಘಿಸಿದ್ದಾರೆ ಎಂದು ಆರೋಪಿಸಿ, 100 ಪೇಯಿಂಗ್ ಗೆಸ್ಟ್ (ಪಿಜಿ) ವಸತಿಗೃಹಗಳ ಅಡುಗೆಮನೆಗಳಿಗೆ ಬೀಗ ಹಾಕಿದ್ದಾರೆ. ಈ ಕ್ರಮದಿಂದಾಗಿ ಬೆಂಗಳೂರಿನಲ್ಲಿ ಅನೇಕ ಪಿಜಿಗಳು ಹಾಲಿಯಾಗಿವೆ. ಪಿಜಿಯನ್ನು ವಸತಿಯನ್ನು ನಂಬಿಕೊಂಡಿದ್ದವರಿಗೆ ಆಘಾತವಾಗಿದೆ.	[1137, 178, 1497, 265]
paragraph: ಬೆಂಗಳೂರು: ಬೃಹತ್ ಬೆಂಗಳೂರು ಮಹಾನಗರ ಪಾಲಿಕೆಯಿಂದ ವೇತನ ಪಾವತಿ ವಿಳಂಬವಾದ ಕಾರಣ ಕೆರೆಗಳನ್ನು ಕಾಯುತ್ತಿದ್ದ ಬಿಬಿಎಂಪಿ ಮಾರ್ಷಲ್‌ಗಳು ರಾಜೀನಾಮೆ ನೀಡಿದ್ದಾರೆ. ಹೀಗಾಗಿ ಬೆಳ್ಳಂದೂರು ಮತ್ತು ವರ್ತೂರು ಕೆರೆಗಳ ಭದ್ರತೆ ಕಳವಳಕಾರಿಯಾಗಿದ್ದು, ಮಾನಿಟರಿಂಗ್ ಮತ್ತು ಕಾರ್ಯಕರ್ತರು ಕೆರೆಗಳ ಸುರಕ್ಷತೆಯ ಬಗ್ಗೆ ಚಿಂತೆ ವ್ಯಕ್ತಪಡಿಸಿದ್ದಾರೆ.	[1137, 1446, 1497, 1514]
permit-bottom	[1137, 711, 1497, 1384]
congress-col2	[642, 635, 875, 1178]
paragraph: ವಿದ್ಯಾರ್ಥಿಗಳು, ಕೆಲಸ ಮಾಡುವ ಮಹಿಳೆಯರು ಮತ್ತು ನರ್ಸಿಂಗ್ ಸಿಬ್ಬಂದಿಗೆ ವಸತಿಗಳನ್ನು ಒದಗಿಸುವ ಪಿಜಿಗಳ ಮಾಲೀಕರು ಬೆಂಗಳೂರು ಪಿಜಿ ಮಾಲೀಕರ ವೆಲ್‌ಫೇರ್ ಅಸೋಸಿಯೇಷನ್ ಮೂಲಕ ಅರ್ಜಿಯನ್ನು ಸಲ್ಲಿಸಿದ್ದಾರೆ.	[1137, 866, 1497, 916]
marshal-body	[1137, 1445, 1497, 1769]
paragraph: ಬೆಲೆ ಏರಿಕೆ ವಿರುದ್ಧ ಬೆಂಗಳೂರಿನಲ್ಲಿ ನಡೆದ ಕಾಂಗ್ರೆಸ್ ಪ್ರತಿಭಟನೆಯಲ್ಲಿ ಮಾತನಾಡಿದ ಸಚಿವ ಕೃಷ್ಣ ಬೈರೇಗೌಡ, ಬಿಜೆಪಿ ಸರ್ಕಾರವು ಶ್ರೀಮಂತರಿಗೆ ಅನುಕೂಲಕರವಾಗಿದೆ. ಜಿಎಸ್‌ಟಿ ಹಾಗೂ ತೆರಿಗೆಗಳ ಹೊರೆ ಬಡವರ ಮೇಲೆ ಬೀಳುತ್ತಿದೆ ಎಂದರು.	[887, 713, 1122, 781]
column-divider-left	[387, 47, 389, 1815]
headline-line: ಅಡುಗೆಮನೆಗೆ ಬಿಬಿಎಂಪಿ ಬೀಗ	[1216, 128, 1417, 153]
headline-line: ಜೆಡಿಎಸ್ ವಿರುದ್ಧ ಡಿಕೆ ಶಿವಕುಮಾರ್, ಸಿದ್ದರಾಮಯ್ಯ ವಾಗ್ದಾಳಿ	[490, 99, 1027, 131]
paragraph: ಸಿದ್ದರಾಮಯ್ಯ ಹೇಳಿದರು.	[656, 1631, 753, 1645]
paragraph: "ನನ್ನ ಜಾತಿ ಗಣತಿ ವರದಿ ಕುರಿತು ಸಚಿವ ಸಂಪುಟದಲ್ಲಿ ಚರ್ಚಿಸಲಾಯಿತು. ಚರ್ಚೆ ಅರ್ಪೂರ್ಣವಾಗಿದೆ ಮತ್ತು ಅದನ್ನು ಇನ್ನೊಂದು ದಿನಕ್ಕೆ ಮುಂದೂಡಲಾಗಿದೆ. ಈ ವಿಷಯವನ್ನು ಮುಂದಿನ ಸಚಿವ ಸಂಪುಟದಲ್ಲಿ ಚರ್ಚಿಸಲಾಗುವುದು. ಯಾರೂ ಅದನ್ನು ವಿರೋಧಿಸಿಲ್ಲ" ಎಂದು	[397, 1683, 630, 1769]
paragraph: ಇತ್ತೀಚೆಗೆ ಹಾಲಿನ ಬೆಲೆಯಲ್ಲಿ 4 ರೂ. ಹೆಚ್ಚಳ ಮಾಡಲಾಗಿದ್ದು, ಇತರ ರಾಜ್ಯಗಳಿಗಿಂತ ಕಡಿಮೆ ದರ ಇದಾಗಿದೆ. ಸರ್ಕಾರವು ರೈತರು ಮತ್ತು ಸಾರ್ವಜನಿಕರ ಪರವಾಗಿ ಕೆಲಸ ಮಾಡುತ್ತಿದೆ. ಬೀಜ, ಗೊಬ್ಬರ, ಮೆಡಿಸಿನ್ ಮತ್ತು ಕಬ್ಬಿಣ ಕಾರ್ಖಾನೆಗಳ ದರ ಕೇಂದ್ರ ಸರ್ಕಾರ ಹೆಚ್ಚಿಸಿದೆ.	[397, 771, 630, 858]
headline-line: ಉತ್ತರ ಕರ್ನಾಟಕ: ಗಜೇಂದ್ರಗಡದ ಪಟ್ಟೇದ ಅಂಚು	[604, 1794, 1289, 1844]
saree-photo	[670, 1954, 1204, 2331]
cabinet-col2	[642, 1629, 875, 1770]
headline-line: ಇಂತಹ ಹೇಯ ಕೃತ್ಯಗಳು ಎಂದಿಗೂ ಮರುಕಳಿಸಬಾರದು:	[58, 1050, 332, 1069]
paragraph: ಯಾವುದೇ ಆಕ್ಷೇಪಣಾ ವಾದಗಳನ್ನು ತಳ್ಳಿಹಾಕಿದ್ದಾರೆ.	[901, 1631, 1092, 1645]
headline-line: 100ಕ್ಕೂ ಹೆಚ್ಚು ಪಿಜಿಗಳ	[1230, 97, 1403, 121]
column-divider-right	[1128, 47, 1130, 1770]
paragraph: ಸಾಮಾನ್ಯ ಜನರ ಮೇಲಿನ ಹೊರೆಗೆ ಉದಾಹರಣೆಗಳಾಗಿವೆ. ಚಿನ್ನದ ಬೆಲೆ ಏರಿಕೆಯಿಂದಾಗಿ ಮಂಗಳಸೂತ್ರಗಳಂತಹ ಸಾಂಪ್ರದಾಯಿಕ ಆಭರಣಗಳನ್ನು ಖರೀದಿಸಲು ಸಹ ಮಹಿಳೆಯರಿಗೆ ಕಷ್ಟವಾಗಿದೆ ಎಂದು ಅವರು ಹೇಳಿದರು.	[397, 867, 630, 935]
paragraph: ಎಂದು ಕಾಂಗ್ರೆಸ್ ನಾಯಕ ರಣದೀಪ್ ಸುರ್ಜೇವಾಲಾ ಮೋದಿಗೆ ಎಚ್ಚರಿಸಿದರು. ಬಿಜೆಪಿ ಮತ್ತು ಜೆಡಿಎಸ್‌ಗೆ ಈಗ ಪ್ರತಿಭಟಿಸುವ ನೈತಿಕ ಹಕ್ಕಿಲ್ಲ. ಅವರಿಗೆ ಮರ್ಯಾದೆ ಇದ್ದಿದ್ದರೆ ಅವರು ಹೀಗೆ ಮಾತನಾಡುತ್ತಿರಲಿಲ್ಲ ಎಂದು ಅವರು ಹೇಳಿದರು.	[887, 636, 1122, 704]
congress-col3	[887, 635, 1122, 1178]
paragraph: ವರ್ತೂರು ಸರೋವರ ಕಾರ್ಯಕರ್ತ ಜಗದೀಶ್ ರೆಡ್ಡಿ ಅವರ ಪ್ರಕಾರ, ಕೆರೆಯ ದಡದಲ್ಲಿ ಕಸ ಸುರಿಯುವುದು ಮತ್ತು ಇತರ ಅಕ್ರಮ ಚಟುವಟಿಕೆಗಳು ಹೆಚ್ಚಾಗುತ್ತಿವೆ. ಹೀಗಾಗಿ ಮಾರ್ಷಲ್‌ಗಳ ನಿಯೋಜನೆ ಅಗತ್ಯವಿದೆ ಎಂದು ಹೇಳಿದ್ದಾರೆ.	[1137, 1523, 1497, 1573]
weaving-photo	[670, 1954, 1204, 2331]
